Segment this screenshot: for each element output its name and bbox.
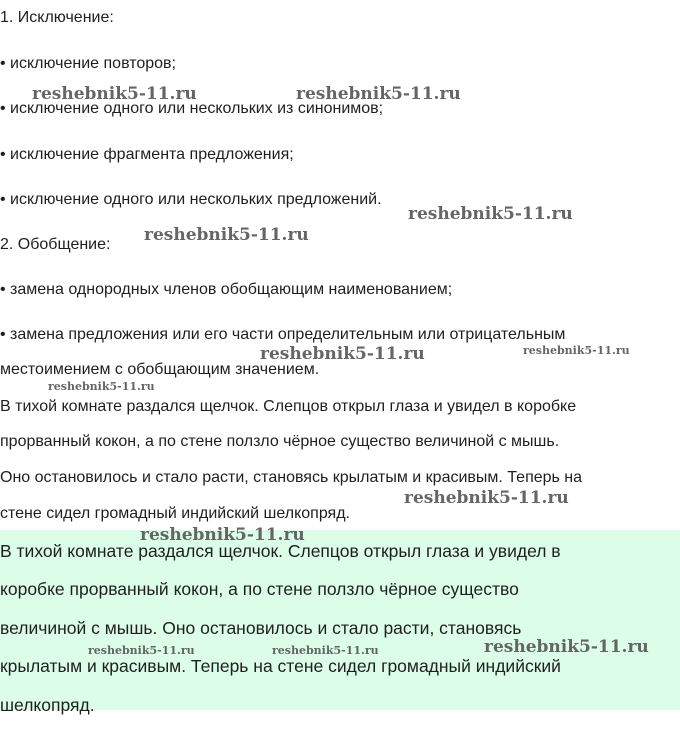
paragraph-line: Оно остановилось и стало расти, становясь крылатым и красивым. Теперь на [0,469,583,486]
paragraph-line: В тихой комнате раздался щелчок. Слепцов открыл глаза и увидел в коробке [0,398,577,415]
list1-item: • исключение повторов; [0,55,176,72]
paragraph-line: стене сидел громадный индийский шелкопряд. [0,505,350,522]
watermark: reshebnik5-11.ru [484,637,649,657]
highlighted-line: коробке прорванный кокон, а по стене ползло чёрное существо [0,579,519,599]
list2-item-continuation: местоимением с обобщающим значением. [0,361,320,378]
watermark: reshebnik5-11.ru [523,344,630,357]
list2-item: • замена однородных членов обобщающим наименованием; [0,281,453,298]
list1-heading: 1. Исключение: [0,9,114,26]
watermark: reshebnik5-11.ru [140,525,305,545]
watermark: reshebnik5-11.ru [88,644,195,657]
watermark: reshebnik5-11.ru [260,344,425,364]
highlighted-paragraph [0,530,680,715]
highlighted-line: В тихой комнате раздался щелчок. Слепцов открыл глаза и увидел в [0,541,561,561]
watermark: reshebnik5-11.ru [32,84,197,104]
list1-item: • исключение одного или нескольких из синонимов; [0,100,384,117]
highlighted-line: шелкопряд. [0,695,95,715]
watermark: reshebnik5-11.ru [272,644,379,657]
list2-item: • замена предложения или его части определительным или отрицательным [0,326,566,343]
watermark: reshebnik5-11.ru [144,225,309,245]
watermark: reshebnik5-11.ru [408,204,573,224]
highlighted-line: крылатым и красивым. Теперь на стене сидел громадный индийский [0,656,561,676]
list2-heading: 2. Обобщение: [0,236,111,253]
paragraph-line: прорванный кокон, а по стене ползло чёрное существо величиной с мышь. [0,433,560,450]
watermark: reshebnik5-11.ru [296,84,461,104]
watermark: reshebnik5-11.ru [404,488,569,508]
highlighted-line: величиной с мышь. Оно остановилось и стало расти, становясь [0,618,522,638]
watermark: reshebnik5-11.ru [48,380,155,393]
list1-item: • исключение одного или нескольких предложений. [0,191,382,208]
list1-item: • исключение фрагмента предложения; [0,146,294,163]
